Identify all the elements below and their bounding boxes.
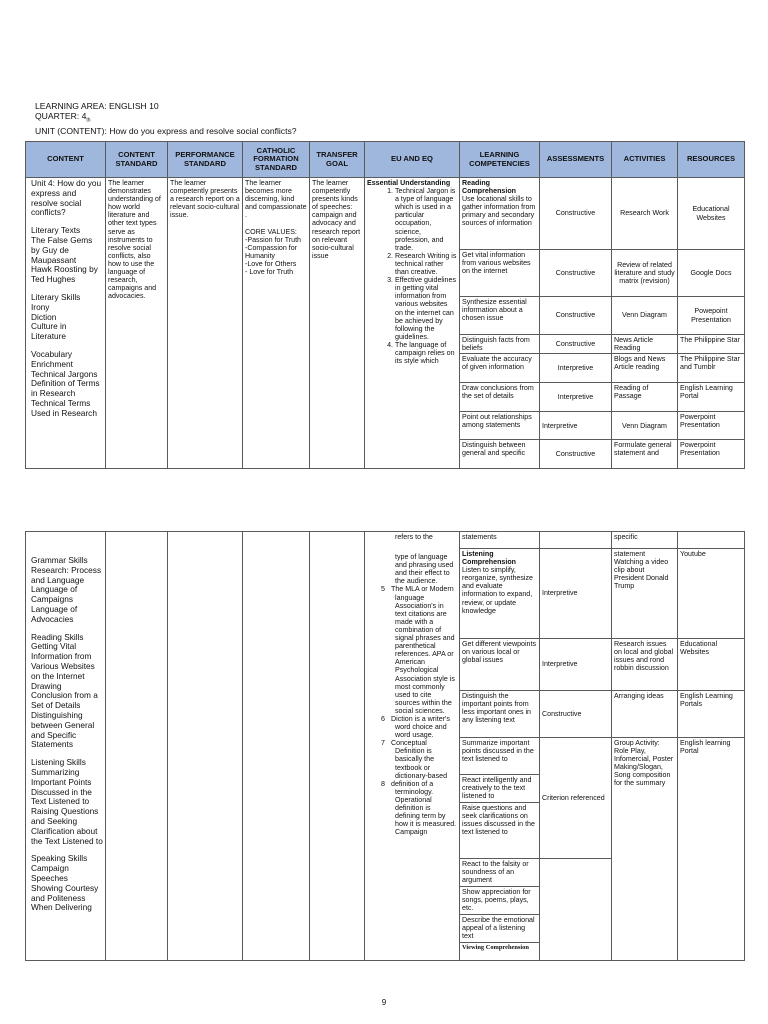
competency-cell: Evaluate the accuracy of given information: [460, 354, 540, 383]
resource-cell: The Philippine Star: [678, 335, 745, 354]
catholic-standard-cell: The learner becomes more discerning, kind and compassionate . CORE VALUES: -Passion for Truth -Compassion for Humanity -Love for Others - Love for Truth: [243, 178, 310, 469]
list-item: [381, 779, 457, 837]
content-standard-cell: [106, 532, 168, 961]
document-header: [35, 101, 297, 136]
col-header-catholic-standard: CATHOLIC FORMATION STANDARD: [243, 142, 310, 178]
resource-cell: [678, 532, 745, 549]
list-text: definition of a terminology. Operational definition is defining term by how it is measured. Campaign: [391, 779, 457, 837]
competency-title: Listening Comprehension: [462, 550, 516, 567]
eu-eq-cell: [365, 532, 460, 961]
list-item: 4. The language of campaign relies on its style which: [395, 341, 457, 365]
content-standard-cell: The learner demonstrates understanding of how world literature and other text types serve as instruments to resolve social conflicts, also how to use the language of research, campaigns and advocacies.: [106, 178, 168, 469]
content-listening: Listening Skills Summarizing Important Points Discussed in the Text Listened to Raising Questions and Seeking Clarification about the Text Listened to: [31, 757, 103, 846]
table-row: [26, 532, 745, 549]
activity-cell: specific: [612, 532, 678, 549]
assessment-cell: Constructive: [540, 335, 612, 354]
transfer-goal-cell: [310, 532, 365, 961]
competency-cell: Show appreciation for songs, poems, plays, etc.: [460, 887, 540, 915]
resource-cell: Powerpoint Presentation: [678, 440, 745, 469]
list-text: The MLA or Modern language Association's in text citations are made with a combination of signal phrases and parenthetical references. APA or American Psychological Association style is most commonly used to cite sources within the social sciences.: [391, 585, 455, 715]
activity-cell: statement Watching a video clip about President Donald Trump: [612, 549, 678, 639]
list-item: 1. Technical Jargon is a type of language which is used in a particular occupation, science, profession, and trade.: [395, 187, 457, 252]
eu-eq-cell: [365, 178, 460, 469]
catholic-standard-cell: [243, 532, 310, 961]
competency-cell: Distinguish facts from beliefs: [460, 335, 540, 354]
assessment-cell: Criterion referenced: [540, 738, 612, 859]
assessment-cell: Constructive: [540, 178, 612, 250]
content-vocabulary: Vocabulary Enrichment Technical Jargons Definition of Terms in Research Technical Terms Used in Research: [31, 348, 100, 418]
activity-cell: Venn Diagram: [612, 412, 678, 440]
resource-cell: Educational Websites: [678, 639, 745, 691]
competency-cell: Distinguish between general and specific: [460, 440, 540, 469]
activity-cell: Group Activity: Role Play, Infomercial, Poster Making/Slogan, Song composition for the summary: [612, 738, 678, 961]
col-header-performance-standard: PERFORMANCE STANDARD: [168, 142, 243, 178]
content-grammar: Grammar Skills Research: Process and Language Language of Campaigns Language of Advocacies: [31, 555, 102, 624]
quarter: [35, 111, 297, 126]
resource-cell: The Philippine Star and Tumblr: [678, 354, 745, 383]
unit-title: UNIT (CONTENT): How do you express and resolve social conflicts?: [35, 125, 297, 136]
list-item: 3. Effective guidelines in getting vital information from various websites on the internet can be achieved by following the guidelines.: [395, 276, 457, 341]
list-item: [381, 714, 457, 740]
competency-text: Listen to simplify, reorganize, synthesize and evaluate information to expand, review, or update knowledge: [462, 566, 533, 615]
competency-cell: Describe the emotional appeal of a listening text: [460, 915, 540, 943]
competency-cell: Point out relationships among statements: [460, 412, 540, 440]
assessment-cell: Constructive: [540, 297, 612, 335]
competency-cell: Draw conclusions from the set of details: [460, 383, 540, 412]
table-header-row: [26, 142, 745, 178]
content-reading: Reading Skills Getting Vital Information from Various Websites on the Internet Drawing Conclusion from a Set of Details Distinguishing between General and Specific Statements: [31, 631, 98, 750]
activity-cell: Review of related literature and study matrix (revision): [612, 250, 678, 297]
list-number: 6: [381, 714, 385, 723]
col-header-resources: RESOURCES: [678, 142, 745, 178]
eu-list: [367, 585, 457, 836]
competency-title: Reading Comprehension: [462, 179, 516, 196]
resource-cell: English learning Portal: [678, 738, 745, 961]
activity-cell: Research issues on local and global issues and rond robbin discussion: [612, 639, 678, 691]
competency-cell: Distinguish the important points from less important ones in any listening text: [460, 691, 540, 738]
activity-cell: Arranging ideas: [612, 691, 678, 738]
list-number: 5: [381, 585, 385, 594]
activity-cell: Research Work: [612, 178, 678, 250]
competency-cell: [460, 178, 540, 250]
list-item: 2. Research Writing is technical rather than creative.: [395, 252, 457, 276]
content-cell: [26, 532, 106, 961]
assessment-cell: [540, 532, 612, 549]
col-header-content: CONTENT: [26, 142, 106, 178]
col-header-content-standard: CONTENT STANDARD: [106, 142, 168, 178]
eu-continued: refers to the: [395, 533, 433, 541]
resource-cell: English Learning Portals: [678, 691, 745, 738]
resource-cell: English Learning Portal: [678, 383, 745, 412]
content-cell: [26, 178, 106, 469]
competency-text: Use locational skills to gather information from primary and secondary sources of information: [462, 195, 536, 228]
transfer-goal-cell: The learner competently presents kinds of speeches: campaign and advocacy and research report on relevant socio-cultural issue: [310, 178, 365, 469]
content-literary-texts: Literary Texts The False Gems by Guy de Maupassant Hawk Roosting by Ted Hughes: [31, 225, 98, 285]
competency-cell: Get vital information from various websites on the internet: [460, 250, 540, 297]
performance-standard-cell: The learner competently presents a research report on a relevant socio-cultural issue.: [168, 178, 243, 469]
curriculum-table-1: [25, 141, 745, 469]
eu-title: Essential Understanding: [367, 179, 451, 187]
competency-cell: Raise questions and seek clarifications on issues discussed in the text listened to: [460, 803, 540, 859]
resource-cell: Youtube: [678, 549, 745, 639]
competency-cell: React intelligently and creatively to the text listened to: [460, 775, 540, 803]
content-literary-skills: Literary Skills Irony Diction Culture in Literature: [31, 291, 81, 342]
competency-cell: Summarize important points discussed in the text listened to: [460, 738, 540, 775]
competency-cell: [460, 549, 540, 639]
competency-cell: Viewing Comprehension: [460, 943, 540, 961]
col-header-competencies: LEARNING COMPETENCIES: [460, 142, 540, 178]
quarter-suffix: th: [86, 117, 91, 124]
list-number: 7: [381, 739, 385, 748]
resource-cell: Educational Websites: [678, 178, 745, 250]
list-text: Conceptual Definition is basically the textbook or dictionary-based: [391, 739, 448, 780]
assessment-cell: Constructive: [540, 250, 612, 297]
assessment-cell: Interpretive: [540, 639, 612, 691]
assessment-cell: Constructive: [540, 691, 612, 738]
activity-cell: Blogs and News Article reading: [612, 354, 678, 383]
activity-cell: Formulate general statement and: [612, 440, 678, 469]
resource-cell: Google Docs: [678, 250, 745, 297]
activity-cell: Venn Diagram: [612, 297, 678, 335]
performance-standard-cell: [168, 532, 243, 961]
quarter-label: QUARTER: 4: [35, 111, 87, 121]
eu-list: [367, 187, 457, 365]
learning-area: LEARNING AREA: ENGLISH 10: [35, 101, 159, 111]
list-text: Diction is a writer's word choice and word usage.: [391, 714, 450, 740]
col-header-activities: ACTIVITIES: [612, 142, 678, 178]
list-item: [381, 739, 457, 780]
resource-cell: Powerpoint Presentation: [678, 412, 745, 440]
activity-cell: News Article Reading: [612, 335, 678, 354]
curriculum-table-2: [25, 531, 745, 961]
assessment-cell: [540, 859, 612, 961]
eu-intro: type of language and phrasing used and their effect to the audience.: [395, 553, 454, 586]
col-header-eu-eq: EU AND EQ: [365, 142, 460, 178]
assessment-cell: Interpretive: [540, 354, 612, 383]
content-unit: Unit 4: How do you express and resolve social conflicts?: [31, 178, 102, 218]
list-item: [381, 585, 457, 715]
resource-cell: Powepoint Presentation: [678, 297, 745, 335]
assessment-cell: Constructive: [540, 440, 612, 469]
assessment-cell: Interpretive: [540, 549, 612, 639]
competency-cell: Get different viewpoints on various local or global issues: [460, 639, 540, 691]
col-header-transfer-goal: TRANSFER GOAL: [310, 142, 365, 178]
activity-cell: Reading of Passage: [612, 383, 678, 412]
competency-cell: statements: [460, 532, 540, 549]
competency-cell: React to the falsity or soundness of an argument: [460, 859, 540, 887]
page-number: 9: [381, 998, 387, 1007]
content-speaking: Speaking Skills Campaign Speeches Showing Courtesy and Politeness When Delivering: [31, 853, 99, 913]
list-number: 8: [381, 779, 385, 788]
assessment-cell: Interpretive: [540, 383, 612, 412]
col-header-assessments: ASSESSMENTS: [540, 142, 612, 178]
competency-cell: Synthesize essential information about a chosen issue: [460, 297, 540, 335]
table-row: [26, 178, 745, 250]
assessment-cell: Interpretive: [540, 412, 612, 440]
